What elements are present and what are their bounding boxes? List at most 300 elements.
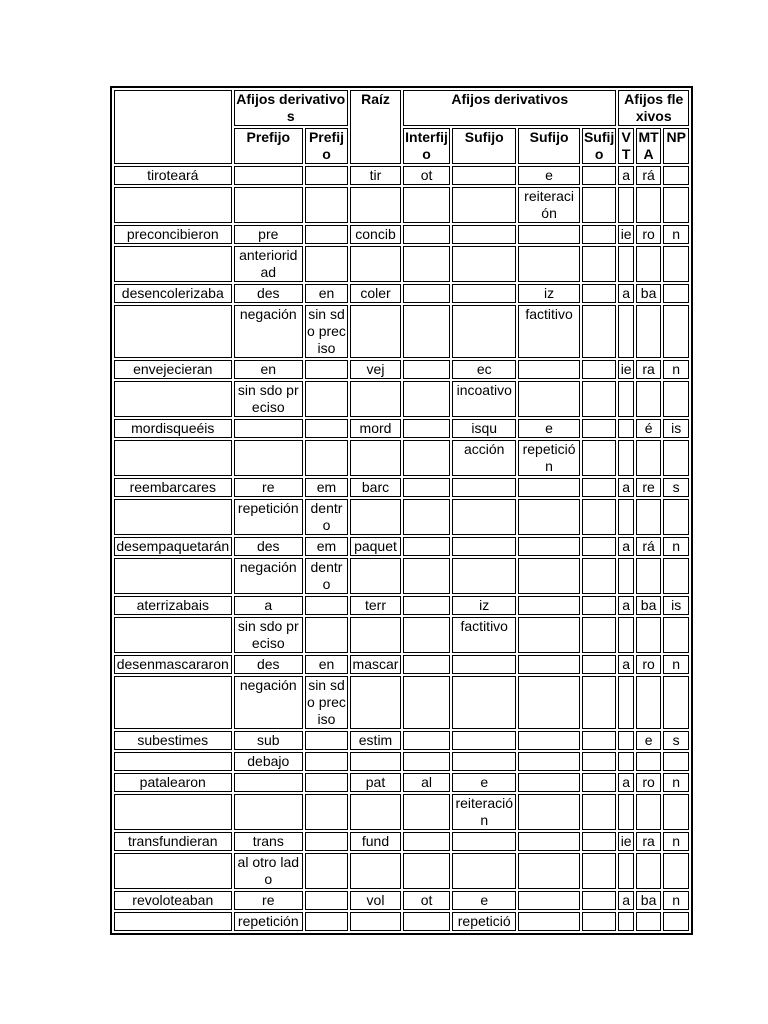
cell-np [663, 284, 689, 303]
cell-prefijo-1: en [234, 360, 303, 379]
cell-raiz [350, 752, 401, 771]
cell-vt: a [618, 596, 633, 615]
header-prefijo-1: Prefijo [234, 128, 303, 164]
table-row [114, 912, 689, 931]
cell-prefijo-1: repetición [234, 499, 303, 535]
cell-sufijo-2: factitivo [518, 305, 579, 358]
cell-prefijo-1: trans [234, 832, 303, 851]
cell-word: patalearon [114, 773, 232, 792]
cell-prefijo-2 [305, 773, 348, 792]
cell-mta: ro [636, 225, 662, 244]
cell-sufijo-1: factitivo [452, 617, 516, 653]
cell-interfijo [403, 853, 450, 889]
cell-prefijo-2 [305, 832, 348, 851]
cell-vt: ie [618, 360, 633, 379]
table-row [114, 246, 689, 282]
cell-prefijo-1: negación [234, 558, 303, 594]
cell-sufijo-1: ec [452, 360, 516, 379]
cell-sufijo-2 [518, 558, 579, 594]
table-row [114, 305, 689, 358]
cell-np [663, 794, 689, 830]
cell-interfijo [403, 655, 450, 674]
cell-sufijo-2 [518, 537, 579, 556]
cell-word [114, 558, 232, 594]
cell-vt [618, 731, 633, 750]
cell-vt: a [618, 478, 633, 497]
cell-prefijo-2: en [305, 655, 348, 674]
cell-raiz [350, 305, 401, 358]
cell-raiz: paquet [350, 537, 401, 556]
cell-sufijo-2 [518, 499, 579, 535]
cell-sufijo-2 [518, 752, 579, 771]
cell-mta [636, 617, 662, 653]
cell-vt [618, 499, 633, 535]
cell-interfijo [403, 419, 450, 438]
cell-interfijo: ot [403, 166, 450, 185]
cell-raiz [350, 853, 401, 889]
cell-sufijo-3 [582, 832, 617, 851]
cell-sufijo-3 [582, 731, 617, 750]
cell-np: n [663, 360, 689, 379]
cell-raiz: vej [350, 360, 401, 379]
cell-raiz: vol [350, 891, 401, 910]
table-row [114, 187, 689, 223]
cell-np [663, 676, 689, 729]
table-row [114, 832, 689, 851]
cell-vt [618, 187, 633, 223]
cell-sufijo-2 [518, 853, 579, 889]
cell-word [114, 912, 232, 931]
cell-raiz: tir [350, 166, 401, 185]
cell-prefijo-1: sub [234, 731, 303, 750]
cell-interfijo [403, 832, 450, 851]
cell-sufijo-3 [582, 891, 617, 910]
cell-sufijo-3 [582, 773, 617, 792]
cell-word: envejecieran [114, 360, 232, 379]
cell-word [114, 499, 232, 535]
cell-mta [636, 752, 662, 771]
cell-sufijo-1: e [452, 891, 516, 910]
cell-prefijo-1: anterioridad [234, 246, 303, 282]
header-afijos-flexivos: Afijos flexivos [618, 90, 689, 126]
cell-word: tiroteará [114, 166, 232, 185]
cell-mta [636, 853, 662, 889]
cell-interfijo: al [403, 773, 450, 792]
cell-interfijo [403, 731, 450, 750]
cell-np [663, 558, 689, 594]
cell-sufijo-3 [582, 381, 617, 417]
cell-np [663, 166, 689, 185]
cell-np: n [663, 832, 689, 851]
cell-prefijo-1 [234, 773, 303, 792]
cell-prefijo-1: a [234, 596, 303, 615]
cell-prefijo-1 [234, 166, 303, 185]
cell-mta [636, 246, 662, 282]
cell-raiz [350, 912, 401, 931]
cell-sufijo-3 [582, 246, 617, 282]
cell-sufijo-3 [582, 558, 617, 594]
cell-mta [636, 305, 662, 358]
cell-word [114, 752, 232, 771]
cell-mta: ba [636, 891, 662, 910]
cell-prefijo-2 [305, 360, 348, 379]
cell-prefijo-2: em [305, 478, 348, 497]
cell-word [114, 676, 232, 729]
cell-np: n [663, 225, 689, 244]
cell-raiz: barc [350, 478, 401, 497]
cell-sufijo-1: e [452, 773, 516, 792]
cell-sufijo-1: incoativo [452, 381, 516, 417]
cell-sufijo-3 [582, 794, 617, 830]
cell-sufijo-2: iz [518, 284, 579, 303]
cell-prefijo-1: re [234, 478, 303, 497]
cell-mta: ro [636, 655, 662, 674]
header-word-cell [114, 90, 232, 164]
cell-prefijo-2 [305, 731, 348, 750]
cell-word: desencolerizaba [114, 284, 232, 303]
cell-vt [618, 381, 633, 417]
cell-np [663, 912, 689, 931]
cell-np [663, 617, 689, 653]
cell-mta: re [636, 478, 662, 497]
header-vt: VT [618, 128, 633, 164]
cell-sufijo-1: repetició [452, 912, 516, 931]
cell-sufijo-2 [518, 891, 579, 910]
cell-prefijo-2 [305, 853, 348, 889]
cell-sufijo-1 [452, 305, 516, 358]
cell-prefijo-2 [305, 246, 348, 282]
header-row-top [114, 90, 689, 126]
cell-mta: ra [636, 832, 662, 851]
table-row [114, 360, 689, 379]
cell-raiz [350, 381, 401, 417]
cell-sufijo-2 [518, 655, 579, 674]
cell-word: subestimes [114, 731, 232, 750]
cell-prefijo-2: dentro [305, 558, 348, 594]
cell-sufijo-3 [582, 676, 617, 729]
cell-sufijo-1: iz [452, 596, 516, 615]
cell-raiz [350, 246, 401, 282]
cell-np: s [663, 478, 689, 497]
cell-raiz [350, 187, 401, 223]
cell-vt [618, 752, 633, 771]
cell-vt: ie [618, 225, 633, 244]
cell-sufijo-3 [582, 853, 617, 889]
table-row [114, 225, 689, 244]
cell-raiz: estim [350, 731, 401, 750]
cell-mta: rá [636, 166, 662, 185]
cell-prefijo-2: em [305, 537, 348, 556]
cell-mta [636, 794, 662, 830]
cell-prefijo-1: negación [234, 676, 303, 729]
cell-np: n [663, 773, 689, 792]
cell-mta [636, 499, 662, 535]
cell-vt [618, 419, 633, 438]
cell-word [114, 305, 232, 358]
cell-prefijo-1 [234, 794, 303, 830]
table-row [114, 655, 689, 674]
table-row [114, 853, 689, 889]
table-row [114, 419, 689, 438]
table-row [114, 381, 689, 417]
cell-raiz: terr [350, 596, 401, 615]
cell-mta: ra [636, 360, 662, 379]
cell-np: s [663, 731, 689, 750]
cell-sufijo-2 [518, 773, 579, 792]
cell-sufijo-2 [518, 360, 579, 379]
cell-interfijo [403, 440, 450, 476]
morphology-table-container [110, 86, 693, 935]
cell-vt: a [618, 891, 633, 910]
cell-interfijo: ot [403, 891, 450, 910]
cell-raiz [350, 499, 401, 535]
cell-word [114, 617, 232, 653]
cell-raiz [350, 558, 401, 594]
cell-sufijo-2 [518, 832, 579, 851]
cell-sufijo-3 [582, 166, 617, 185]
morphology-table [110, 86, 693, 935]
cell-vt [618, 794, 633, 830]
cell-word: preconcibieron [114, 225, 232, 244]
cell-mta [636, 187, 662, 223]
header-mta: MTA [636, 128, 662, 164]
cell-mta: é [636, 419, 662, 438]
table-row [114, 537, 689, 556]
cell-sufijo-1 [452, 246, 516, 282]
cell-prefijo-2 [305, 912, 348, 931]
cell-word: revoloteaban [114, 891, 232, 910]
cell-sufijo-2: reiteración [518, 187, 579, 223]
cell-sufijo-3 [582, 655, 617, 674]
cell-prefijo-2: sin sdo preciso [305, 305, 348, 358]
cell-sufijo-3 [582, 912, 617, 931]
cell-sufijo-1 [452, 731, 516, 750]
cell-prefijo-2 [305, 440, 348, 476]
cell-raiz [350, 617, 401, 653]
cell-interfijo [403, 596, 450, 615]
cell-prefijo-1: debajo [234, 752, 303, 771]
cell-word: transfundieran [114, 832, 232, 851]
cell-raiz: concib [350, 225, 401, 244]
cell-sufijo-2 [518, 596, 579, 615]
cell-mta [636, 381, 662, 417]
cell-sufijo-1: isqu [452, 419, 516, 438]
cell-vt [618, 676, 633, 729]
cell-word [114, 246, 232, 282]
cell-raiz: coler [350, 284, 401, 303]
cell-interfijo [403, 478, 450, 497]
cell-sufijo-1 [452, 478, 516, 497]
cell-raiz [350, 676, 401, 729]
header-raiz: Raíz [350, 90, 401, 164]
header-sufijo-1: Sufijo [452, 128, 516, 164]
header-interfijo: Interfijo [403, 128, 450, 164]
cell-mta: ba [636, 596, 662, 615]
cell-prefijo-2 [305, 596, 348, 615]
cell-sufijo-1 [452, 832, 516, 851]
cell-vt: ie [618, 832, 633, 851]
cell-sufijo-2 [518, 676, 579, 729]
table-row [114, 676, 689, 729]
cell-np [663, 305, 689, 358]
cell-word: reembarcares [114, 478, 232, 497]
table-row [114, 440, 689, 476]
cell-interfijo [403, 381, 450, 417]
cell-prefijo-2: dentro [305, 499, 348, 535]
cell-prefijo-2 [305, 225, 348, 244]
cell-prefijo-2 [305, 381, 348, 417]
cell-np [663, 381, 689, 417]
cell-sufijo-3 [582, 478, 617, 497]
cell-sufijo-3 [582, 360, 617, 379]
cell-raiz: mord [350, 419, 401, 438]
cell-sufijo-1 [452, 537, 516, 556]
cell-vt: a [618, 284, 633, 303]
cell-prefijo-2: sin sdo preciso [305, 676, 348, 729]
cell-prefijo-1: al otro lado [234, 853, 303, 889]
cell-mta [636, 558, 662, 594]
cell-raiz: pat [350, 773, 401, 792]
cell-vt: a [618, 655, 633, 674]
cell-prefijo-1: pre [234, 225, 303, 244]
header-afijos-derivativos-right: Afijos derivativos [403, 90, 616, 126]
cell-word [114, 853, 232, 889]
cell-sufijo-2: e [518, 166, 579, 185]
cell-interfijo [403, 187, 450, 223]
cell-interfijo [403, 912, 450, 931]
cell-np: n [663, 655, 689, 674]
table-row [114, 794, 689, 830]
cell-word [114, 794, 232, 830]
cell-np [663, 440, 689, 476]
header-sufijo-2: Sufijo [518, 128, 579, 164]
cell-mta [636, 676, 662, 729]
table-row [114, 731, 689, 750]
cell-np [663, 853, 689, 889]
cell-prefijo-2 [305, 419, 348, 438]
cell-mta [636, 912, 662, 931]
cell-interfijo [403, 305, 450, 358]
cell-word [114, 187, 232, 223]
cell-vt [618, 246, 633, 282]
cell-sufijo-1 [452, 187, 516, 223]
cell-vt [618, 617, 633, 653]
cell-prefijo-1: sin sdo preciso [234, 617, 303, 653]
cell-sufijo-1 [452, 655, 516, 674]
cell-np [663, 752, 689, 771]
cell-sufijo-3 [582, 440, 617, 476]
cell-sufijo-3 [582, 187, 617, 223]
header-np: NP [663, 128, 689, 164]
cell-sufijo-3 [582, 752, 617, 771]
cell-interfijo [403, 752, 450, 771]
cell-prefijo-1: negación [234, 305, 303, 358]
cell-interfijo [403, 676, 450, 729]
header-prefijo-2: Prefijo [305, 128, 348, 164]
cell-mta [636, 440, 662, 476]
cell-interfijo [403, 617, 450, 653]
cell-mta: e [636, 731, 662, 750]
table-row [114, 166, 689, 185]
cell-prefijo-2 [305, 617, 348, 653]
table-row [114, 596, 689, 615]
cell-interfijo [403, 537, 450, 556]
cell-sufijo-3 [582, 419, 617, 438]
table-body [114, 166, 689, 931]
cell-vt [618, 853, 633, 889]
cell-sufijo-1 [452, 676, 516, 729]
cell-sufijo-1 [452, 166, 516, 185]
cell-sufijo-3 [582, 225, 617, 244]
cell-sufijo-3 [582, 284, 617, 303]
cell-vt: a [618, 537, 633, 556]
header-sufijo-3: Sufijo [582, 128, 617, 164]
cell-np: n [663, 891, 689, 910]
cell-word: mordisqueéis [114, 419, 232, 438]
cell-prefijo-1: repetición [234, 912, 303, 931]
cell-vt [618, 558, 633, 594]
cell-sufijo-2 [518, 617, 579, 653]
cell-prefijo-1 [234, 440, 303, 476]
cell-mta: ro [636, 773, 662, 792]
table-row [114, 558, 689, 594]
cell-interfijo [403, 499, 450, 535]
table-row [114, 773, 689, 792]
cell-prefijo-1: des [234, 537, 303, 556]
cell-word: desempaquetarán [114, 537, 232, 556]
cell-interfijo [403, 284, 450, 303]
cell-sufijo-2 [518, 381, 579, 417]
cell-sufijo-3 [582, 596, 617, 615]
cell-prefijo-2 [305, 752, 348, 771]
cell-np [663, 187, 689, 223]
cell-sufijo-2 [518, 912, 579, 931]
cell-word [114, 440, 232, 476]
cell-prefijo-1 [234, 419, 303, 438]
cell-prefijo-2 [305, 187, 348, 223]
cell-interfijo [403, 246, 450, 282]
cell-sufijo-3 [582, 537, 617, 556]
cell-prefijo-1: des [234, 284, 303, 303]
cell-sufijo-2 [518, 794, 579, 830]
cell-vt: a [618, 166, 633, 185]
cell-prefijo-1 [234, 187, 303, 223]
cell-prefijo-2 [305, 166, 348, 185]
table-row [114, 752, 689, 771]
cell-sufijo-1 [452, 558, 516, 594]
cell-sufijo-1 [452, 499, 516, 535]
cell-sufijo-2 [518, 478, 579, 497]
cell-np [663, 246, 689, 282]
cell-prefijo-2 [305, 891, 348, 910]
table-row [114, 499, 689, 535]
cell-sufijo-3 [582, 617, 617, 653]
cell-word [114, 381, 232, 417]
cell-vt [618, 305, 633, 358]
cell-raiz: fund [350, 832, 401, 851]
cell-sufijo-3 [582, 305, 617, 358]
cell-sufijo-2: e [518, 419, 579, 438]
cell-sufijo-3 [582, 499, 617, 535]
cell-sufijo-2 [518, 225, 579, 244]
table-row [114, 891, 689, 910]
cell-prefijo-1: re [234, 891, 303, 910]
table-row [114, 478, 689, 497]
header-afijos-derivativos-left: Afijos derivativos [234, 90, 348, 126]
cell-raiz [350, 440, 401, 476]
cell-sufijo-2 [518, 246, 579, 282]
cell-sufijo-1: reiteración [452, 794, 516, 830]
